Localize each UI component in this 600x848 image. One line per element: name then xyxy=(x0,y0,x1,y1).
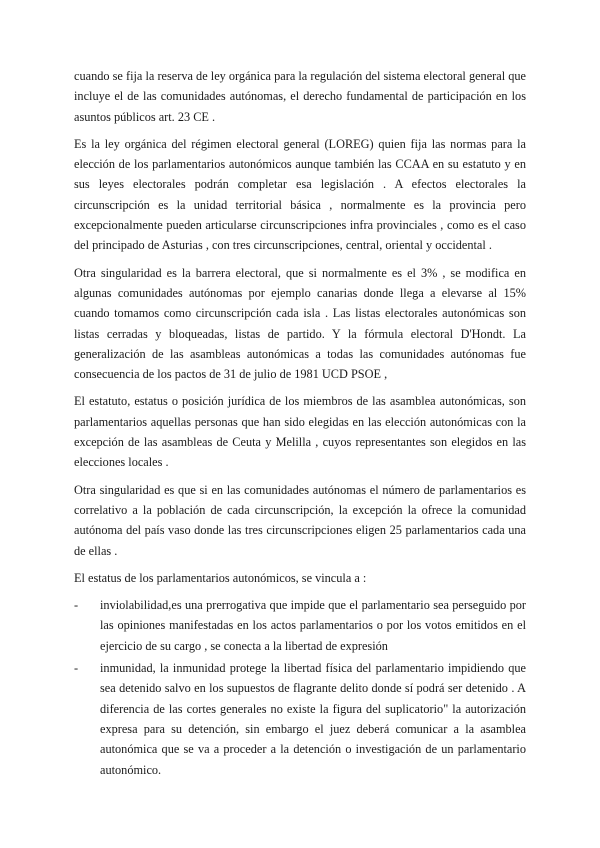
paragraph-1: cuando se fija la reserva de ley orgánica para la regulación del sistema electoral general que incluye el de las comunidades autónomas, el derecho fundamental de participación en los asuntos públicos art. 23 CE . xyxy=(74,69,526,124)
list-item xyxy=(74,658,526,780)
list-item-text: inviolabilidad,es una prerrogativa que impide que el parlamentario sea perseguido por las opiniones manifestadas en los actos parlamentarios o por los votos emitidos en el ejercicio de su cargo , se conecta a la libertad de expresión xyxy=(100,598,526,653)
paragraph-3: Otra singularidad es la barrera electoral, que si normalmente es el 3% , se modifica en algunas comunidades autónomas por ejemplo canarias donde llega a elevarse al 15% cuando tomamos como circunscripción cada isla . Las listas electorales autonómicas son listas cerradas y bloqueadas, listas de partido. Y la fórmula electoral D'Hondt. La generalización de las asambleas autonómicas a todas las comunidades autónomas fue consecuencia de los pactos de 31 de julio de 1981 UCD PSOE , xyxy=(74,265,526,382)
document-page xyxy=(74,66,526,782)
paragraph-5: Otra singularidad es que si en las comunidades autónomas el número de parlamentarios es correlativo a la población de cada circunscripción, la excepción la ofrece la comunidad autónoma del país vaso donde las tres circunscripciones eligen 25 parlamentarios cada una de ellas . xyxy=(74,482,526,558)
list-item xyxy=(74,595,526,656)
status-list xyxy=(74,595,526,780)
list-marker: - xyxy=(74,598,79,613)
paragraph-2: Es la ley orgánica del régimen electoral general (LOREG) quien fija las normas para la elección de los parlamentarios autonómicos aunque también las CCAA en su estatuto y en sus leyes electorales podrán completar esa legislación . A efectos electorales la circunscripción es la unidad territorial básica , normalmente es la provincia pero excepcionalmente pueden articularse circunscripciones infra provinciales , como es el caso del principado de Asturias , con tres circunscripciones, central, oriental y occidental . xyxy=(74,136,526,253)
paragraph-4: El estatuto, estatus o posición jurídica de los miembros de las asamblea autonómicas, son parlamentarios aquellas personas que han sido elegidas en las elección autonómicas con la excepción de las asambleas de Ceuta y Melilla , cuyos representantes son elegidos en las elecciones locales . xyxy=(74,394,526,470)
paragraph-6: El estatus de los parlamentarios autonómicos, se vincula a : xyxy=(74,570,367,585)
list-marker: - xyxy=(74,661,79,676)
list-item-text: inmunidad, la inmunidad protege la libertad física del parlamentario impidiendo que sea detenido salvo en los supuestos de flagrante delito donde sí podrá ser detenido . A diferencia de las cortes generales no existe la figura del suplicatorio" la autorización expresa para su detención, sin embargo el juez deberá comunicar a la asamblea autonómica que se va a proceder a la detención o investigación de un parlamentario autonómico. xyxy=(100,661,526,777)
